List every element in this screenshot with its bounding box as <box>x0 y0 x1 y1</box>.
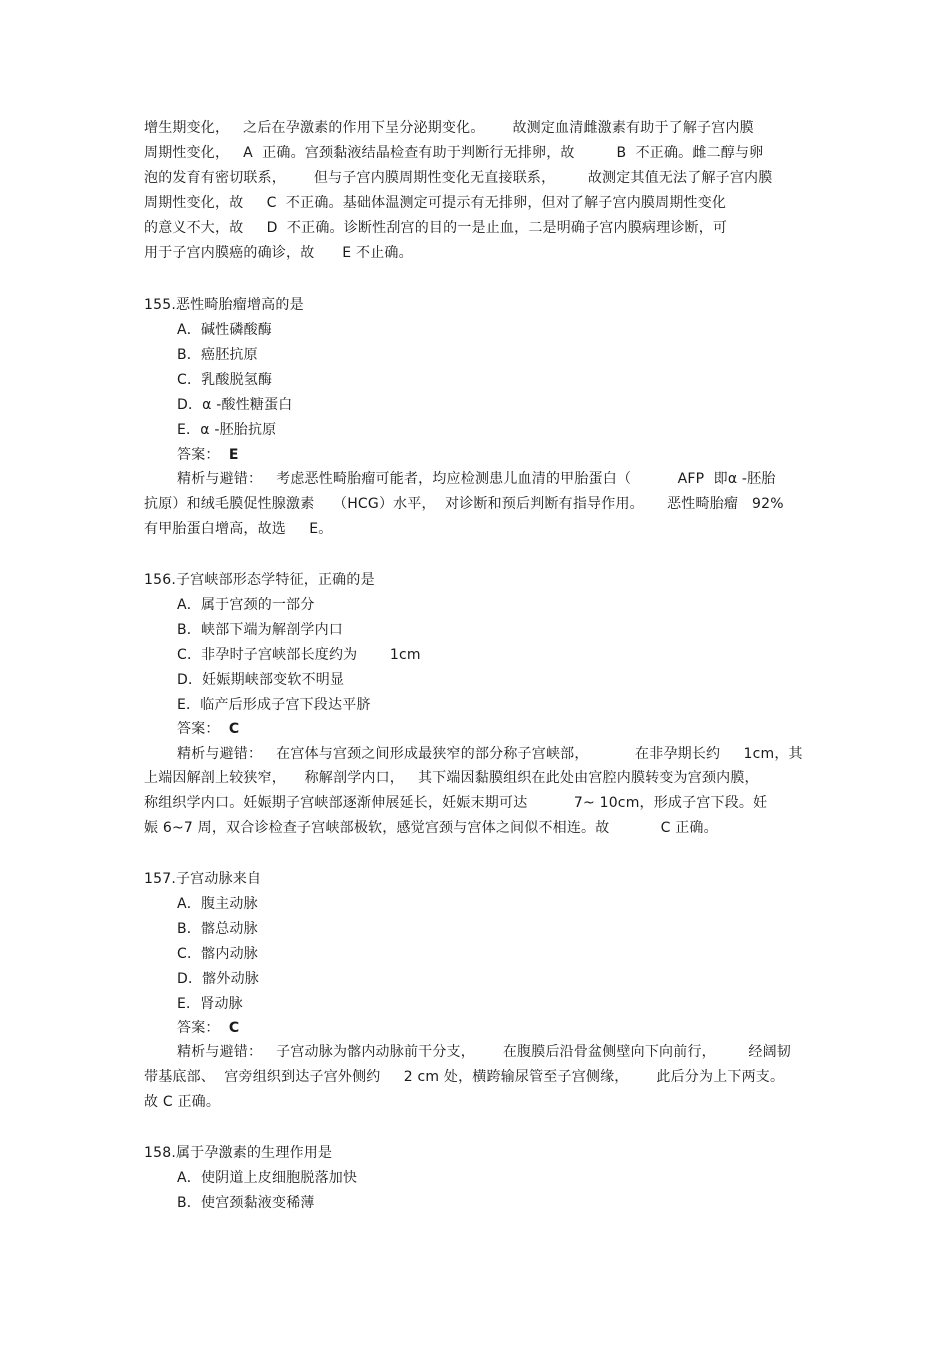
analysis-line: 故 C 正确。 <box>144 1094 221 1110</box>
answer-value: C <box>228 1020 240 1036</box>
answer-label: 答案： <box>177 721 220 737</box>
question-title: 156.子宫峡部形态学特征，正确的是 <box>144 572 375 588</box>
option-item: B．使宫颈黏液变稀薄 <box>177 1195 315 1211</box>
answer-line <box>177 1019 239 1037</box>
option-item: A．属于宫颈的一部分 <box>177 597 315 613</box>
answer-line <box>177 720 239 738</box>
intro-line: 用于子宫内膜癌的确诊，故 E 不止确。 <box>144 245 413 261</box>
analysis-line: 精析与避错： 子宫动脉为髂内动脉前干分支， 在腹膜后沿骨盆侧壁向下向前行， 经阔韧 <box>177 1044 792 1060</box>
analysis-line: 精析与避错： 在宫体与宫颈之间形成最狭窄的部分称子宫峡部， 在非孕期长约 1cm，其 <box>177 746 803 762</box>
option-item: B．癌胚抗原 <box>177 347 258 363</box>
option-item: D．髂外动脉 <box>177 971 259 987</box>
option-item: C．髂内动脉 <box>177 946 258 962</box>
analysis-line: 精析与避错： 考虑恶性畸胎瘤可能者，均应检测患儿血清的甲胎蛋白（ AFP 即α -胚胎 <box>177 471 776 487</box>
option-item: B．峡部下端为解剖学内口 <box>177 622 344 638</box>
analysis-line: 抗原）和绒毛膜促性腺激素 （HCG）水平， 对诊断和预后判断有指导作用。 恶性畸胎瘤 92% <box>144 496 784 512</box>
intro-line: 增生期变化， 之后在孕激素的作用下呈分泌期变化。 故测定血清雌激素有助于了解子宫内膜 <box>144 120 754 136</box>
answer-value: C <box>228 721 240 737</box>
question-title: 157.子宫动脉来自 <box>144 871 262 887</box>
intro-line: 泡的发育有密切联系， 但与子宫内膜周期性变化无直接联系， 故测定其值无法了解子宫内膜 <box>144 170 773 186</box>
question-title: 158.属于孕激素的生理作用是 <box>144 1145 333 1161</box>
analysis-line: 称组织学内口。妊娠期子宫峡部逐渐伸展延长，妊娠末期可达 7~ 10cm，形成子宫下段。妊 <box>144 795 768 811</box>
option-item: A．腹主动脉 <box>177 896 258 912</box>
analysis-line: 上端因解剖上较狭窄， 称解剖学内口， 其下端因黏膜组织在此处由宫腔内膜转变为宫颈内膜， <box>144 770 759 786</box>
option-item: A．碱性磷酸酶 <box>177 322 272 338</box>
analysis-line: 娠 6~7 周，双合诊检查子宫峡部极软，感觉宫颈与宫体之间似不相连。故 C 正确。 <box>144 820 718 836</box>
intro-line: 周期性变化，故 C 不正确。基础体温测定可提示有无排卵，但对了解子宫内膜周期性变化 <box>144 195 727 211</box>
option-item: C．乳酸脱氢酶 <box>177 372 273 388</box>
option-item: E．肾动脉 <box>177 996 243 1012</box>
intro-line: 周期性变化， A 正确。宫颈黏液结晶检查有助于判断行无排卵，故 B 不正确。雌二醇与卵 <box>144 145 764 161</box>
option-item: C．非孕时子宫峡部长度约为 1cm <box>177 647 421 663</box>
analysis-line: 带基底部、 宫旁组织到达子宫外侧约 2 cm 处，横跨输尿管至子宫侧缘， 此后分为上下两支。 <box>144 1069 785 1085</box>
option-item: B．髂总动脉 <box>177 921 258 937</box>
answer-label: 答案： <box>177 1020 220 1036</box>
option-item: A．使阴道上皮细胞脱落加快 <box>177 1170 358 1186</box>
answer-value: E <box>228 447 239 463</box>
question-title: 155.恶性畸胎瘤增高的是 <box>144 297 304 313</box>
option-item: D．α -酸性糖蛋白 <box>177 397 293 413</box>
option-item: E．临产后形成子宫下段达平脐 <box>177 697 371 713</box>
option-item: E．α -胚胎抗原 <box>177 422 277 438</box>
answer-line <box>177 446 239 464</box>
intro-line: 的意义不大，故 D 不正确。诊断性刮宫的目的一是止血，二是明确子宫内膜病理诊断，可 <box>144 220 728 236</box>
answer-label: 答案： <box>177 447 220 463</box>
analysis-line: 有甲胎蛋白增高，故选 E。 <box>144 521 333 537</box>
option-item: D．妊娠期峡部变软不明显 <box>177 672 345 688</box>
